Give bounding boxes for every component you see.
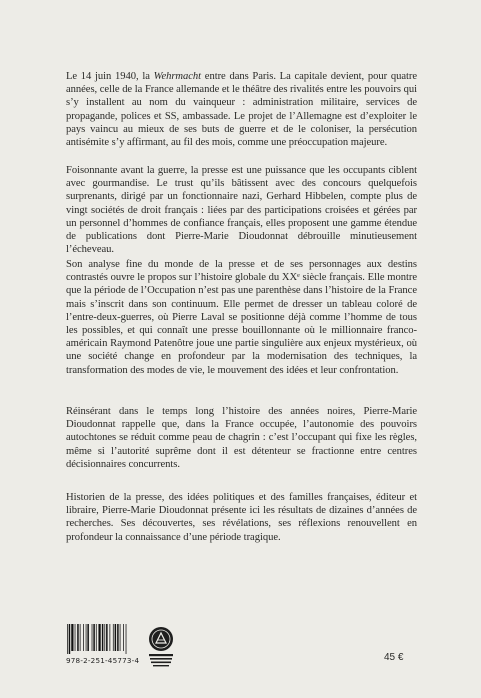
barcode-bar [98, 624, 100, 651]
barcode-bar [96, 624, 97, 651]
paragraph-author-bio-text: Historien de la presse, des idées politiques et des familles françaises, éditeur et libraire, Pierre-Marie Dioudonnat présente ici les résultats de dizaines d’années de recherches. Ses découvertes, ses révélations, ses réflexions renouvellent en profondeur la connaissance d’une période tragique. [66, 492, 417, 543]
barcode-bar [93, 624, 95, 651]
barcode-bar [92, 624, 93, 651]
barcode-bar [87, 624, 89, 651]
isbn-number: 978-2-251-45773-4 [66, 656, 140, 665]
barcode-bar [77, 624, 79, 651]
barcode-bar [113, 624, 114, 651]
paragraph-dark-years [66, 405, 417, 471]
barcode-bar [117, 624, 119, 651]
paragraph-analysis [66, 258, 417, 377]
barcode-bar [120, 624, 121, 651]
price-label: 45 € [384, 652, 404, 663]
barcode-bar [110, 624, 111, 651]
paragraph-intro [66, 70, 417, 149]
barcode-bar [83, 624, 84, 651]
paragraph-intro-text [66, 70, 417, 149]
intro-after-italic: entre dans Paris. La capitale devient, pour quatre années, celle de la France allemande et le théâtre des rivalités entre les pouvoirs qui s’y installent au nom du vainqueur : administration militaire, services de propagande, polices et SS, ambassade. Le projet de l’Allemagne est d’exploiter le pays vaincu au mieux de ses buts de guerre et de le coloniser, la persécution antisémite s’y affirmant, au fil des mois, comme une préoccupation majeure. [66, 71, 417, 149]
barcode-bar [104, 624, 105, 651]
paragraph-author-bio [66, 491, 417, 544]
paragraph-press [66, 164, 417, 256]
barcode-bar [67, 624, 68, 654]
paragraph-press-text: Foisonnante avant la guerre, la presse est une puissance que les occupants ciblent avec gourmandise. Le trust qu’ils bâtissent avec des concours quelquefois surprenants, dirigé par un fonctionnaire nazi, Gerhard Hibbelen, compte plus de vingt sociétés de droit français : liées par des participations croisées et gérées par un personnel d’hommes de confiance français, elles proposent une gamme étendue de publications dont Pierre-Marie Dioudonnat débrouille minutieusement l’écheveau. [66, 165, 417, 256]
intro-italic-wehrmacht: Wehrmacht [153, 71, 202, 82]
barcode-bar [102, 624, 104, 651]
barcode-bar [126, 624, 127, 654]
barcode-bar [123, 624, 124, 651]
intro-before-italic: Le 14 juin 1940, la [66, 71, 154, 82]
publisher-logo-icon [147, 626, 175, 668]
barcode-bar [69, 624, 71, 654]
paragraph-dark-years-text: Réinsérant dans le temps long l’histoire des années noires, Pierre-Marie Dioudonnat rappelle que, dans la France occupée, l’autonomie des pouvoirs autochtones se réduit comme peau de chagrin : c’est l’occupant qui fixe les règles, même si l’autorité suprême dont il est détenteur se fractionne entre centres décisionnaires concurrents. [66, 406, 417, 470]
barcode-icon [66, 624, 146, 654]
barcode-bar [75, 624, 76, 651]
paragraph-analysis-text: Son analyse fine du monde de la presse et de ses personnages aux destins contrastés ouvre le propos sur l’histoire globale du XXᵉ siècle français. Elle montre que la période de l’Occupation n’est pas une parenthèse dans l’histoire de la France mais s’inscrit dans son continuum. Elle permet de dresser un tableau coloré de l’entre-deux-guerres, où Pierre Laval se positionne déjà comme l’homme de tous les possibles, et qui connaît une presse bouillonnante où le millionnaire franco-américain Raymond Patenôtre joue une partie singulière aux enjeux mystérieux, où une société change en profondeur par la modernisation des techniques, la transformation des modes de vie, le mouvement des idées et leur confrontation. [66, 259, 417, 376]
barcode-bar [71, 624, 73, 651]
barcode-bar [86, 624, 87, 651]
barcode-bar [106, 624, 108, 651]
barcode-bar [80, 624, 81, 651]
barcode-bar [115, 624, 117, 651]
